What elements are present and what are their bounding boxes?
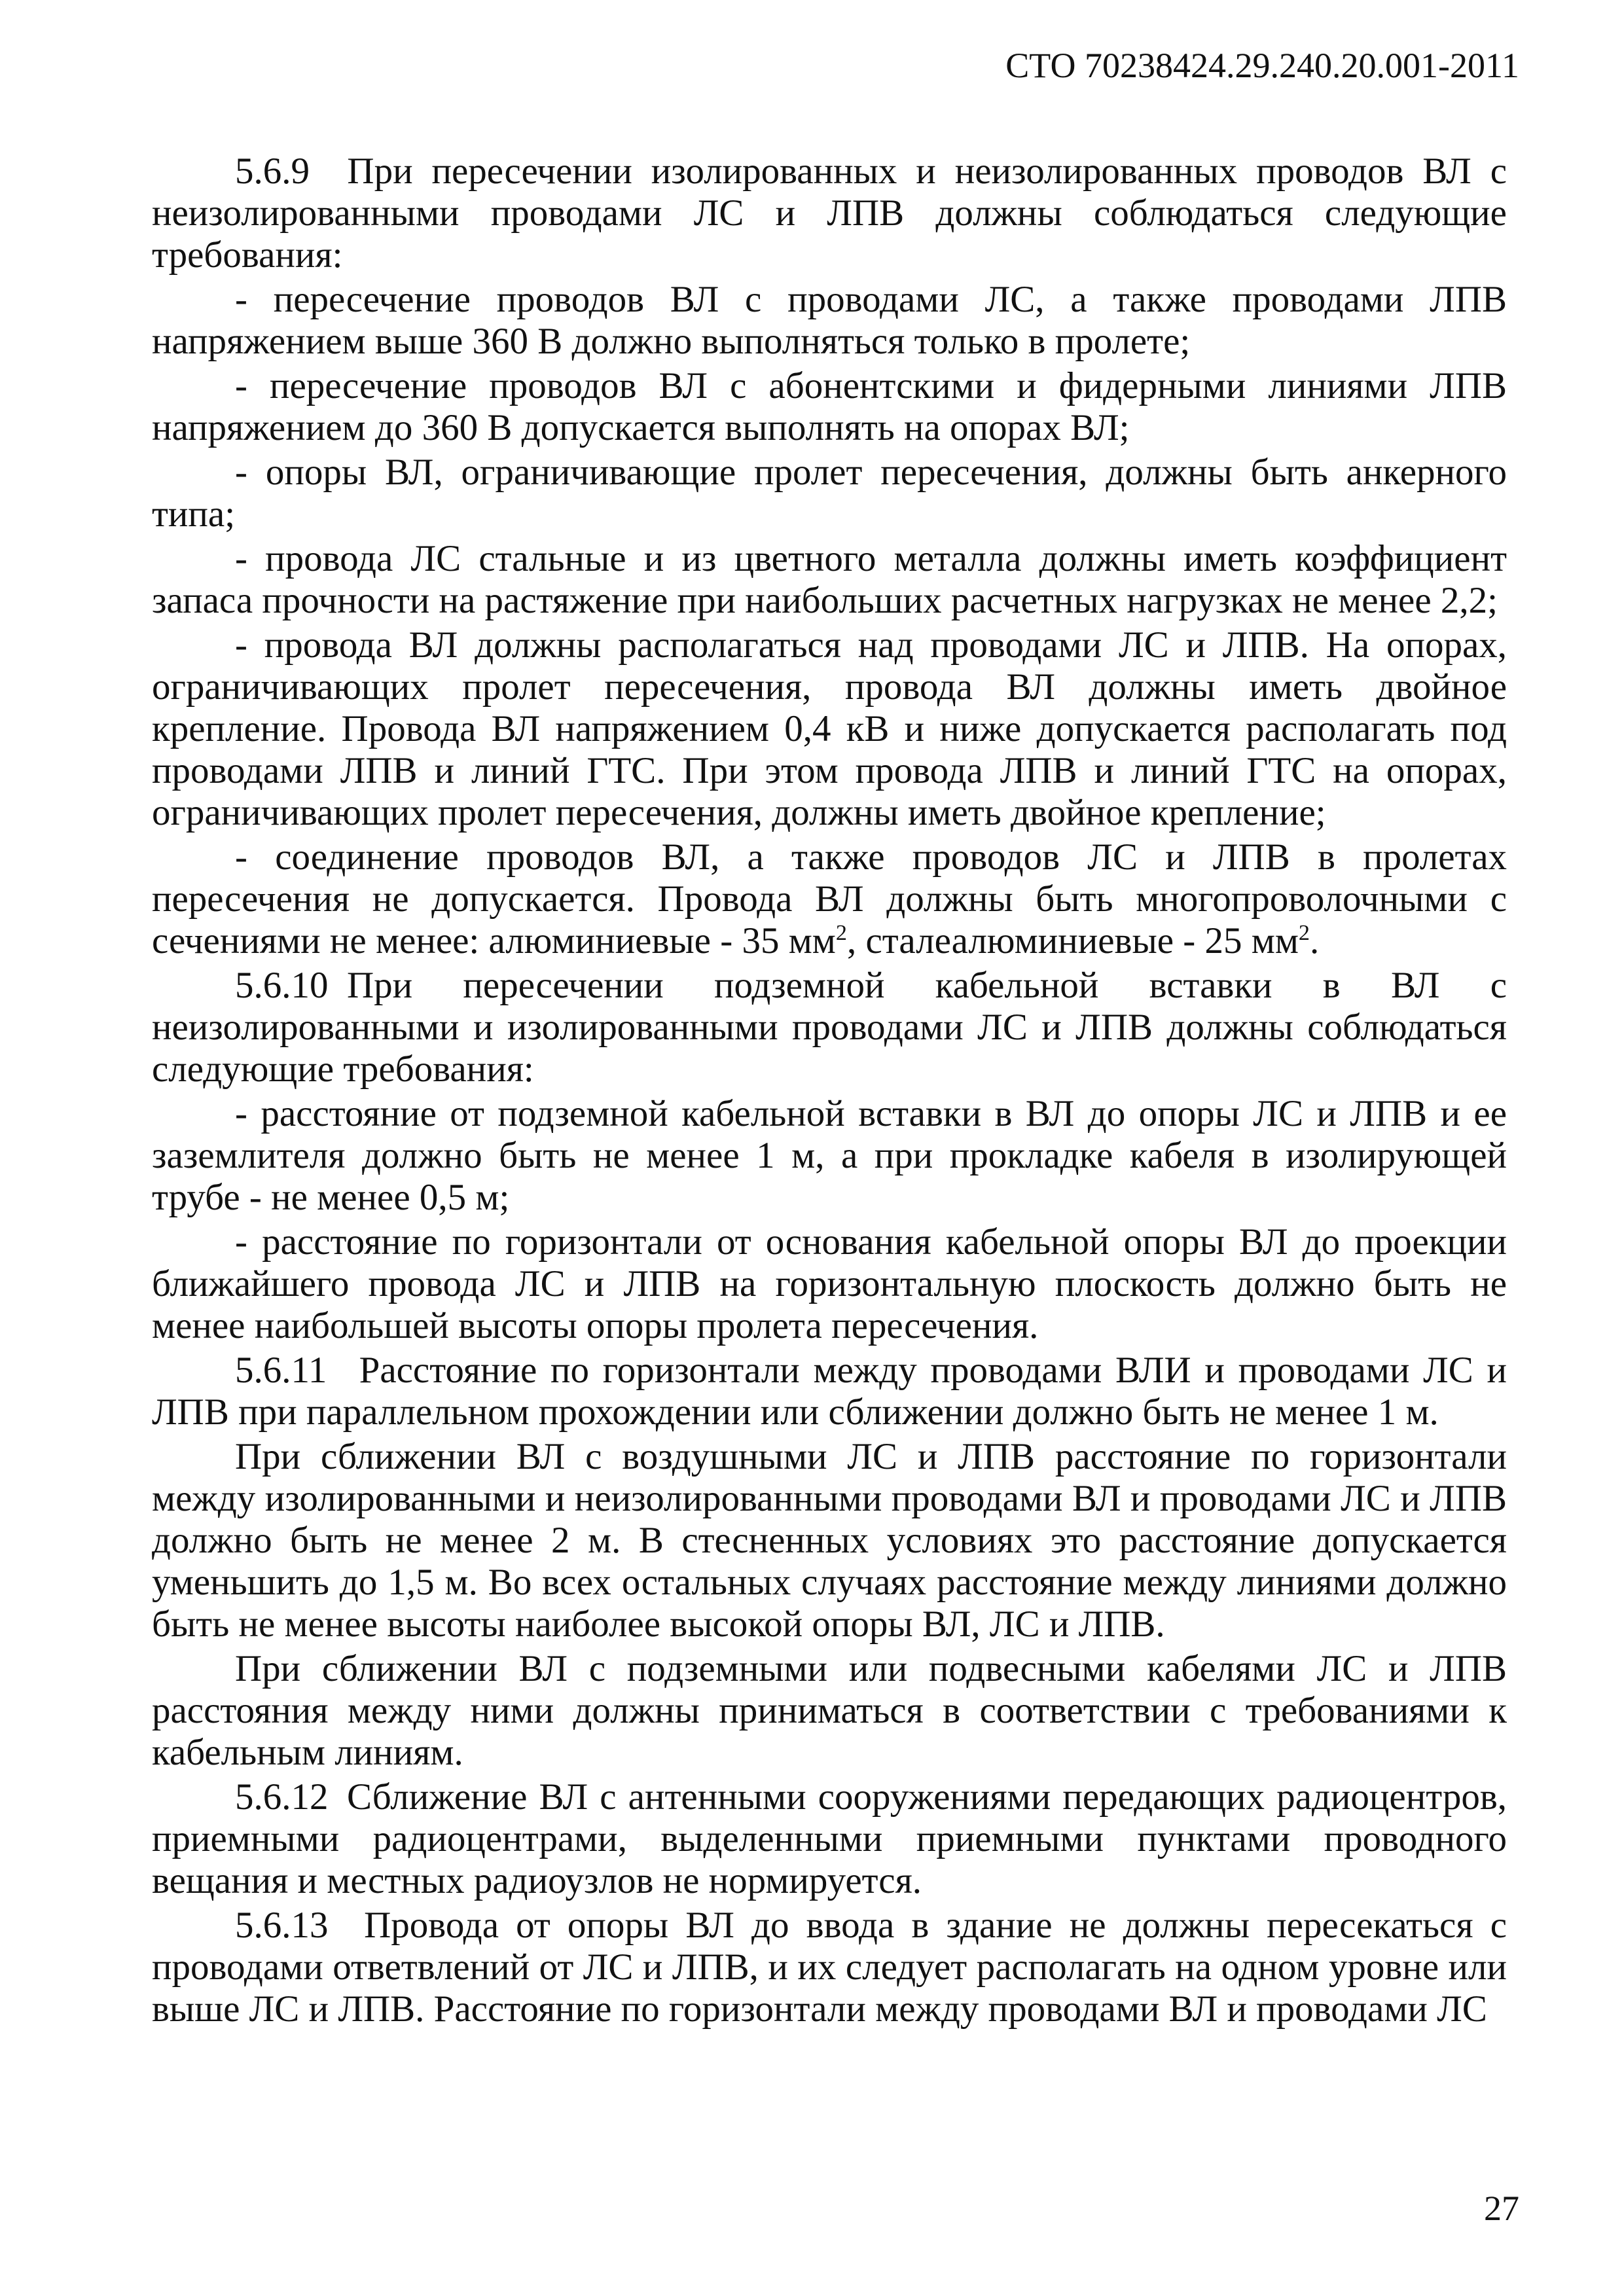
superscript-2: 2 bbox=[1298, 921, 1310, 945]
document-body bbox=[152, 151, 1507, 2033]
list-item-horizontal-distance: - расстояние по горизонтали от основания кабельной опоры ВЛ до проекции ближайшего провода ЛС и ЛПВ на горизонтальную плоскость должно быть не менее наибольшей высоты опоры пролета пересечения. bbox=[152, 1221, 1507, 1346]
wire-joints-mid: , сталеалюминиевые - 25 мм bbox=[846, 920, 1299, 961]
document-code: СТО 70238424.29.240.20.001-2011 bbox=[1005, 46, 1519, 85]
list-item-anchor-supports: - опоры ВЛ, ограничивающие пролет пересечения, должны быть анкерного типа; bbox=[152, 452, 1507, 535]
paragraph-5-6-11: 5.6.11 Расстояние по горизонтали между проводами ВЛИ и проводами ЛС и ЛПВ при параллельном прохождении или сближении должно быть не менее 1 м. bbox=[152, 1350, 1507, 1433]
list-item-subscriber-lines: - пересечение проводов ВЛ с абонентскими и фидерными линиями ЛПВ напряжением до 360 В допускается выполнять на опорах ВЛ; bbox=[152, 365, 1507, 448]
paragraph-5-6-10: 5.6.10 При пересечении подземной кабельной вставки в ВЛ с неизолированными и изолированными проводами ЛС и ЛПВ должны соблюдаться следующие требования: bbox=[152, 965, 1507, 1090]
page-number: 27 bbox=[1484, 2189, 1519, 2228]
wire-joints-end: . bbox=[1310, 920, 1320, 961]
paragraph-approach-overhead: При сближении ВЛ с воздушными ЛС и ЛПВ расстояние по горизонтали между изолированными и неизолированными проводами ВЛ и проводами ЛС и ЛПВ должно быть не менее 2 м. В стесненных условиях это расстояние допускается уменьшить до 1,5 м. Во всех остальных случаях расстояние между линиями должно быть не менее высоты наиболее высокой опоры ВЛ, ЛС и ЛПВ. bbox=[152, 1436, 1507, 1645]
list-item-cross-in-span: - пересечение проводов ВЛ с проводами ЛС, а также проводами ЛПВ напряжением выше 360 В должно выполняться только в пролете; bbox=[152, 279, 1507, 362]
wire-joints-text: - соединение проводов ВЛ, а также проводов ЛС и ЛПВ в пролетах пересечения не допускается. Провода ВЛ должны быть многопроволочными с сечениями не менее: алюминиевые - 35 мм bbox=[152, 836, 1507, 961]
paragraph-5-6-12: 5.6.12 Сближение ВЛ с антенными сооружениями передающих радиоцентров, приемными радиоцентрами, выделенными приемными пунктами проводного вещания и местных радиоузлов не нормируется. bbox=[152, 1776, 1507, 1901]
paragraph-5-6-13: 5.6.13 Провода от опоры ВЛ до ввода в здание не должны пересекаться с проводами ответвлений от ЛС и ЛПВ, и их следует располагать на одном уровне или выше ЛС и ЛПВ. Расстояние по горизонтали между проводами ВЛ и проводами ЛС bbox=[152, 1905, 1507, 2030]
paragraph-approach-cables: При сближении ВЛ с подземными или подвесными кабелями ЛС и ЛПВ расстояния между ними должны приниматься в соответствии с требованиями к кабельным линиям. bbox=[152, 1648, 1507, 1773]
paragraph-5-6-9: 5.6.9 При пересечении изолированных и неизолированных проводов ВЛ с неизолированными проводами ЛС и ЛПВ должны соблюдаться следующие требования: bbox=[152, 151, 1507, 276]
list-item-wire-placement: - провода ВЛ должны располагаться над проводами ЛС и ЛПВ. На опорах, ограничивающих пролет пересечения, провода ВЛ должны иметь двойное крепление. Провода ВЛ напряжением 0,4 кВ и ниже допускается располагать под проводами ЛПВ и линий ГТС. При этом провода ЛПВ и линий ГТС на опорах, ограничивающих пролет пересечения, должны иметь двойное крепление; bbox=[152, 624, 1507, 833]
list-item-wire-joints bbox=[152, 836, 1507, 965]
list-item-safety-factor: - провода ЛС стальные и из цветного металла должны иметь коэффициент запаса прочности на растяжение при наибольших расчетных нагрузках не менее 2,2; bbox=[152, 538, 1507, 621]
list-item-cable-distance: - расстояние от подземной кабельной вставки в ВЛ до опоры ЛС и ЛПВ и ее заземлителя должно быть не менее 1 м, а при прокладке кабеля в изолирующей трубе - не менее 0,5 м; bbox=[152, 1093, 1507, 1218]
superscript-2: 2 bbox=[835, 921, 847, 945]
